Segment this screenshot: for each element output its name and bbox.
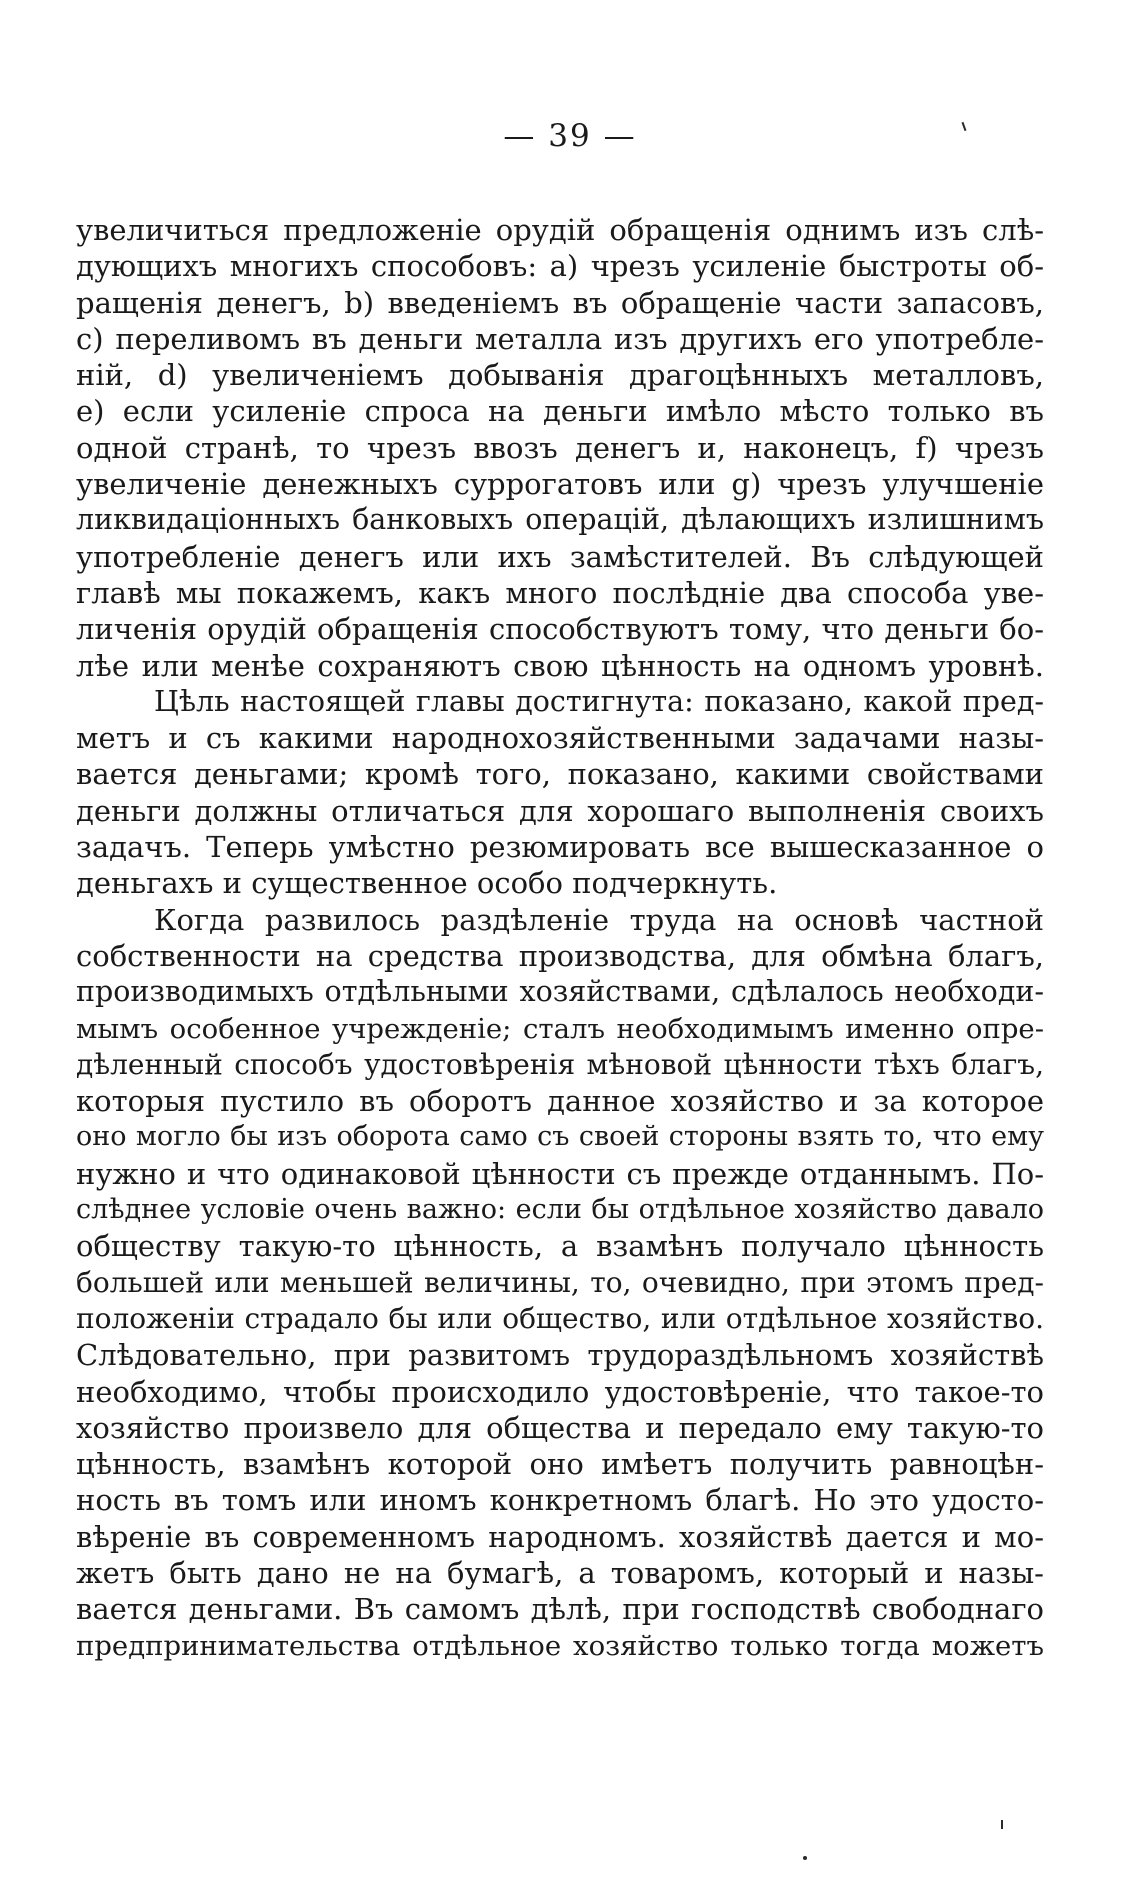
text-line: жетъ быть дано не на бумагѣ, а товаромъ, который и назы- [76, 1555, 1044, 1590]
text-line: собственности на средства производства, для обмѣна благъ, [76, 938, 1044, 973]
text-line: необходимо, чтобы происходило удостовѣреніе, что такое-то [76, 1374, 1044, 1409]
text-line: главѣ мы покажемъ, какъ много послѣдніе два способа уве- [76, 575, 1044, 610]
body-text [76, 212, 1044, 1664]
text-line: положеніи страдало бы или общество, или отдѣльное хозяйство. [76, 1301, 1044, 1335]
text-line: увеличиться предложеніе орудій обращенія однимъ изъ слѣ- [76, 213, 1044, 247]
text-line: метъ и съ какими народнохозяйственными задачами назы- [76, 721, 1044, 756]
text-line: мымъ особенное учрежденіе; сталъ необходимымъ именно опре- [76, 1012, 1044, 1045]
text-line: вѣреніе въ современномъ народномъ. хозяйствѣ дается и мо- [76, 1519, 1044, 1554]
text-line: дующихъ многихъ способовъ: a) чрезъ усиленіе быстроты об- [76, 249, 1044, 284]
text-line: вается деньгами; кромѣ того, показано, какими свойствами [76, 757, 1044, 792]
text-line: Слѣдовательно, при развитомъ трудораздѣльномъ хозяйствѣ [76, 1338, 1044, 1373]
text-line: которыя пустило въ оборотъ данное хозяйство и за которое [76, 1084, 1044, 1119]
text-line: дѣленный способъ удостовѣренія мѣновой цѣнности тѣхъ благъ, [76, 1047, 1044, 1081]
text-line: употребленіе денегъ или ихъ замѣстителей. Въ слѣдующей [76, 539, 1044, 574]
text-line: предпринимательства отдѣльное хозяйство только тогда можетъ [76, 1629, 1044, 1662]
text-line: ликвидаціонныхъ банковыхъ операцій, дѣлающихъ излишнимъ [76, 503, 1044, 537]
text-line: большей или меньшей величины, то, очевидно, при этомъ пред- [76, 1265, 1044, 1299]
text-line: вается деньгами. Въ самомъ дѣлѣ, при господствѣ свободнаго [76, 1592, 1044, 1627]
paragraph-end-line: деньгахъ и существенное особо подчеркнуть. [76, 866, 778, 901]
text-line: обществу такую-то цѣнность, а взамѣнъ получало цѣнность [76, 1229, 1044, 1264]
text-line: личенія орудій обращенія способствуютъ тому, что деньги бо- [76, 612, 1044, 647]
page-number: — 39 — [503, 118, 637, 154]
text-line: увеличеніе денежныхъ суррогатовъ или g) чрезъ улучшеніе [76, 467, 1044, 502]
text-line: хозяйство произвело для общества и передало ему такую-то [76, 1410, 1044, 1445]
text-line: нужно и что одинаковой цѣнности съ прежде отданнымъ. По- [76, 1156, 1044, 1191]
text-line: одной странѣ, то чрезъ ввозъ денегъ и, наконецъ, f) чрезъ [76, 430, 1044, 465]
text-line: c) переливомъ въ деньги металла изъ другихъ его употребле- [76, 321, 1044, 356]
text-line: ращенія денегъ, b) введеніемъ въ обращеніе части запасовъ, [76, 285, 1044, 320]
print-mark [1001, 1820, 1003, 1829]
text-line: деньги должны отличаться для хорошаго выполненія своихъ [76, 793, 1044, 828]
print-dot [803, 1856, 807, 1860]
text-line: e) если усиленіе спроса на деньги имѣло мѣсто только въ [76, 394, 1044, 429]
text-line: ность въ томъ или иномъ конкретномъ благѣ. Но это удосто- [76, 1483, 1044, 1518]
text-line: слѣднее условіе очень важно: если бы отдѣльное хозяйство давало [76, 1194, 1044, 1226]
text-line: задачъ. Теперь умѣстно резюмировать все вышесказанное о [76, 830, 1044, 865]
text-line: цѣнность, взамѣнъ которой оно имѣетъ получить равноцѣн- [76, 1447, 1044, 1482]
text-line: производимыхъ отдѣльными хозяйствами, сдѣлалось необходи- [76, 975, 1044, 1009]
text-line: лѣе или менѣе сохраняютъ свою цѣнность на одномъ уровнѣ. [76, 648, 1044, 683]
paragraph-start-line: Когда развилось раздѣленіе труда на основѣ частной [154, 902, 1044, 937]
text-line: ній, d) увеличеніемъ добыванія драгоцѣнныхъ металловъ, [76, 358, 1044, 393]
paragraph-start-line: Цѣль настоящей главы достигнута: показано, какой пред- [154, 684, 1044, 718]
text-line: оно могло бы изъ оборота само съ своей стороны взять то, что ему [76, 1121, 1044, 1153]
